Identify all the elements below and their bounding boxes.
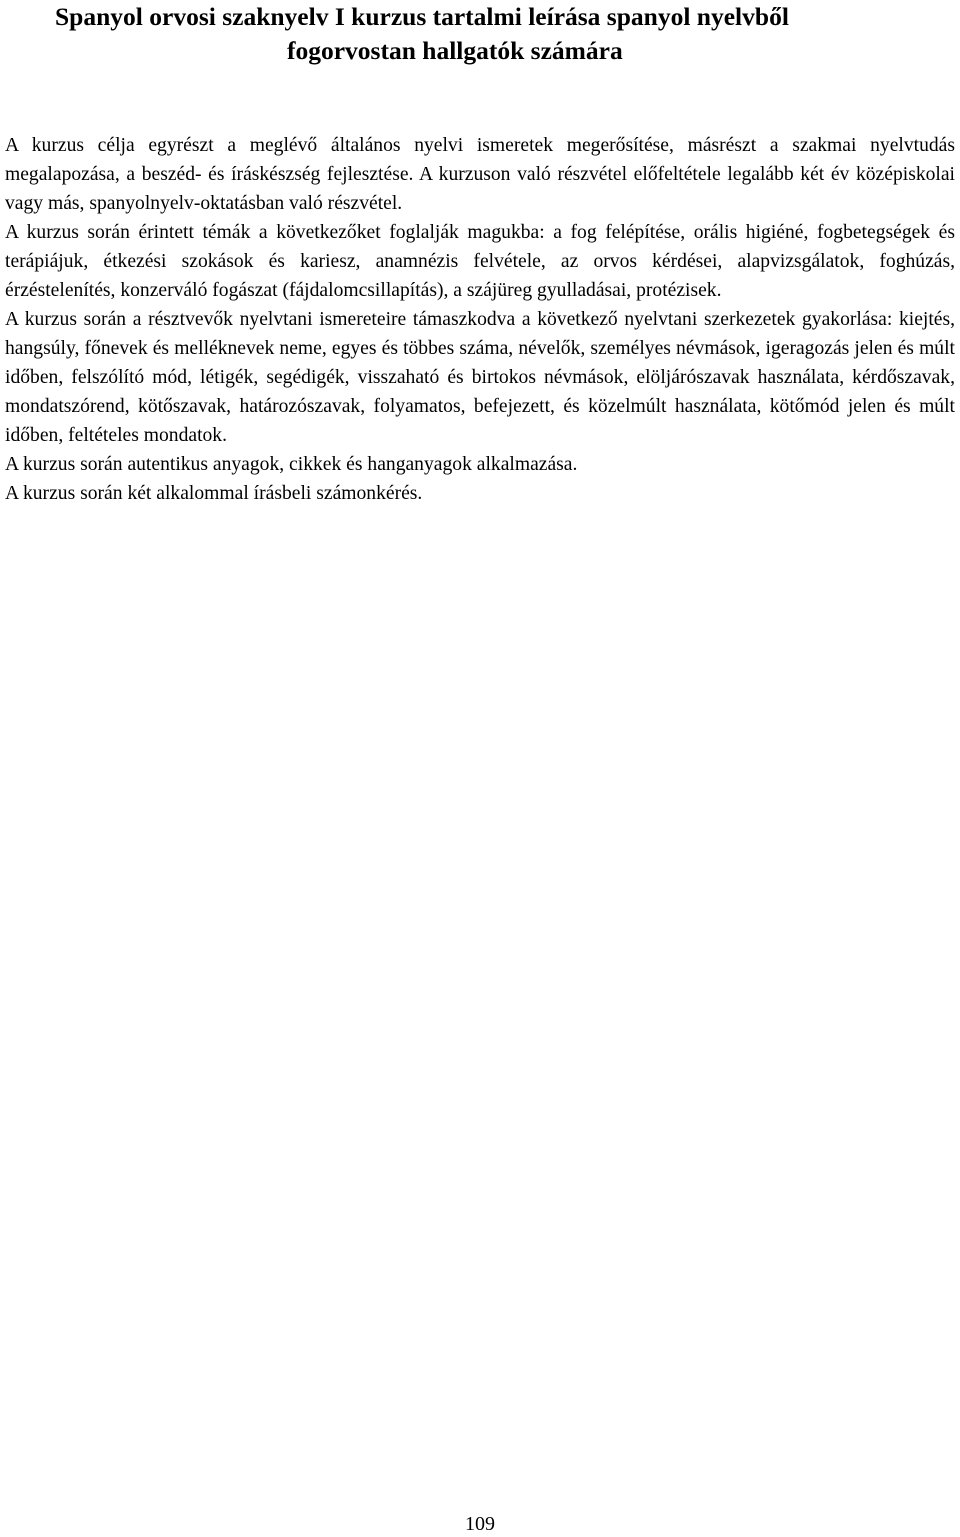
paragraph-topics: A kurzus során érintett témák a következőket foglalják magukba: a fog felépítése, orális higiéné, fogbetegségek és terápiájuk, étkezési szokások és kariesz, anamnézis felvétele, az orvos kérdései, alapvizsgálatok, foghúzás, érzéstelenítés, konzerváló fogászat (fájdalomcsillapítás), a szájüreg gyulladásai, protézisek.	[5, 222, 955, 301]
document-title	[0, 0, 960, 68]
title-line-2: fogorvostan hallgatók számára	[287, 36, 623, 65]
document-body	[5, 131, 955, 508]
paragraph-course-goal: A kurzus célja egyrészt a meglévő általános nyelvi ismeretek megerősítése, másrészt a szakmai nyelvtudás megalapozása, a beszéd- és íráskészség fejlesztése. A kurzuson való részvétel előfeltétele legalább két év középiskolai vagy más, spanyolnyelv-oktatásban való részvétel.	[5, 135, 955, 214]
paragraph-materials: A kurzus során autentikus anyagok, cikkek és hanganyagok alkalmazása.	[5, 454, 578, 475]
paragraph-assessment: A kurzus során két alkalommal írásbeli számonkérés.	[5, 483, 423, 504]
title-line-1: Spanyol orvosi szaknyelv I kurzus tartalmi leírása spanyol nyelvből	[55, 2, 789, 31]
paragraph-grammar: A kurzus során a résztvevők nyelvtani ismereteire támaszkodva a következő nyelvtani szerkezetek gyakorlása: kiejtés, hangsúly, főnevek és melléknevek neme, egyes és többes száma, névelők, személyes névmások, igeragozás jelen és múlt időben, felszólító mód, létigék, segédigék, visszaható és birtokos névmások, elöljárószavak használata, kérdőszavak, mondatszórend, kötőszavak, határozószavak, folyamatos, befejezett, és közelmúlt használata, kötőmód jelen és múlt időben, feltételes mondatok.	[5, 309, 955, 446]
page-number: 109	[465, 1513, 495, 1535]
